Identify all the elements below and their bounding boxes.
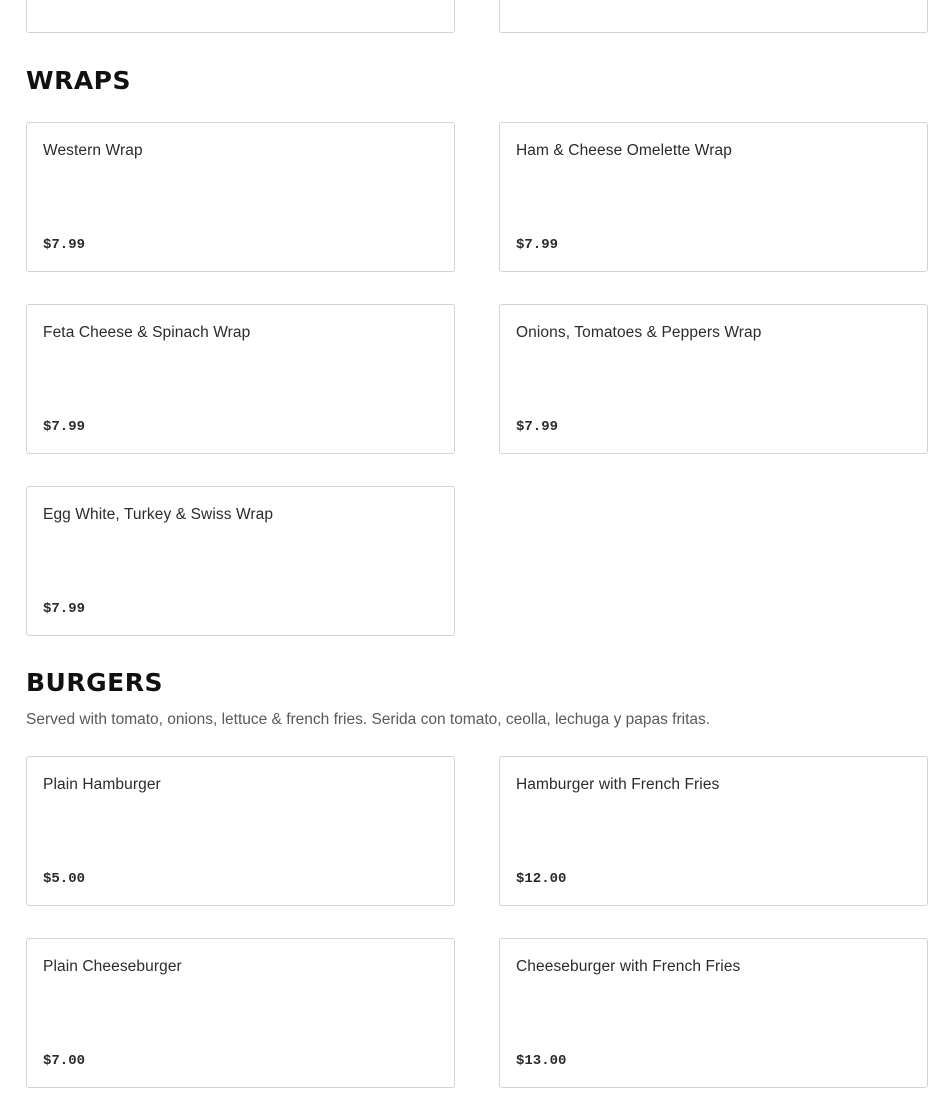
menu-item-price: $7.00 <box>43 1053 86 1069</box>
menu-item-name: Onions, Tomatoes & Peppers Wrap <box>516 324 762 341</box>
menu-item-card[interactable] <box>499 122 928 272</box>
menu-item-name: Plain Cheeseburger <box>43 958 182 975</box>
section-description: Served with tomato, onions, lettuce & french fries. Serida con tomato, ceolla, lechuga y papas fritas. <box>26 711 711 728</box>
menu-item-card[interactable] <box>26 0 455 33</box>
menu-item-price: $7.99 <box>43 601 86 617</box>
menu-item-name: Ham & Cheese Omelette Wrap <box>516 142 732 159</box>
menu-item-card[interactable] <box>26 938 455 1088</box>
menu-item-price: $7.99 <box>43 419 86 435</box>
menu-item-price: $13.00 <box>516 1053 567 1069</box>
menu-item-card[interactable] <box>499 304 928 454</box>
menu-item-card[interactable] <box>26 756 455 906</box>
section-title-wraps: WRAPS <box>26 66 132 95</box>
menu-item-card[interactable] <box>26 304 455 454</box>
section-title-burgers: BURGERS <box>26 668 163 697</box>
menu-item-name: Plain Hamburger <box>43 776 161 793</box>
menu-item-card[interactable] <box>26 486 455 636</box>
menu-item-price: $12.00 <box>516 871 567 887</box>
menu-item-price: $7.99 <box>516 237 559 253</box>
menu-item-name: Egg White, Turkey & Swiss Wrap <box>43 506 274 523</box>
menu-item-card[interactable] <box>499 938 928 1088</box>
menu-item-name: Feta Cheese & Spinach Wrap <box>43 324 251 341</box>
menu-item-name: Western Wrap <box>43 142 143 159</box>
menu-item-price: $7.99 <box>516 419 559 435</box>
menu-item-card[interactable] <box>499 756 928 906</box>
menu-item-price: $7.99 <box>43 237 86 253</box>
menu-item-name: Cheeseburger with French Fries <box>516 958 741 975</box>
menu-item-name: Hamburger with French Fries <box>516 776 720 793</box>
menu-item-card[interactable] <box>499 0 928 33</box>
menu-item-card[interactable] <box>26 122 455 272</box>
menu-item-price: $5.00 <box>43 871 86 887</box>
